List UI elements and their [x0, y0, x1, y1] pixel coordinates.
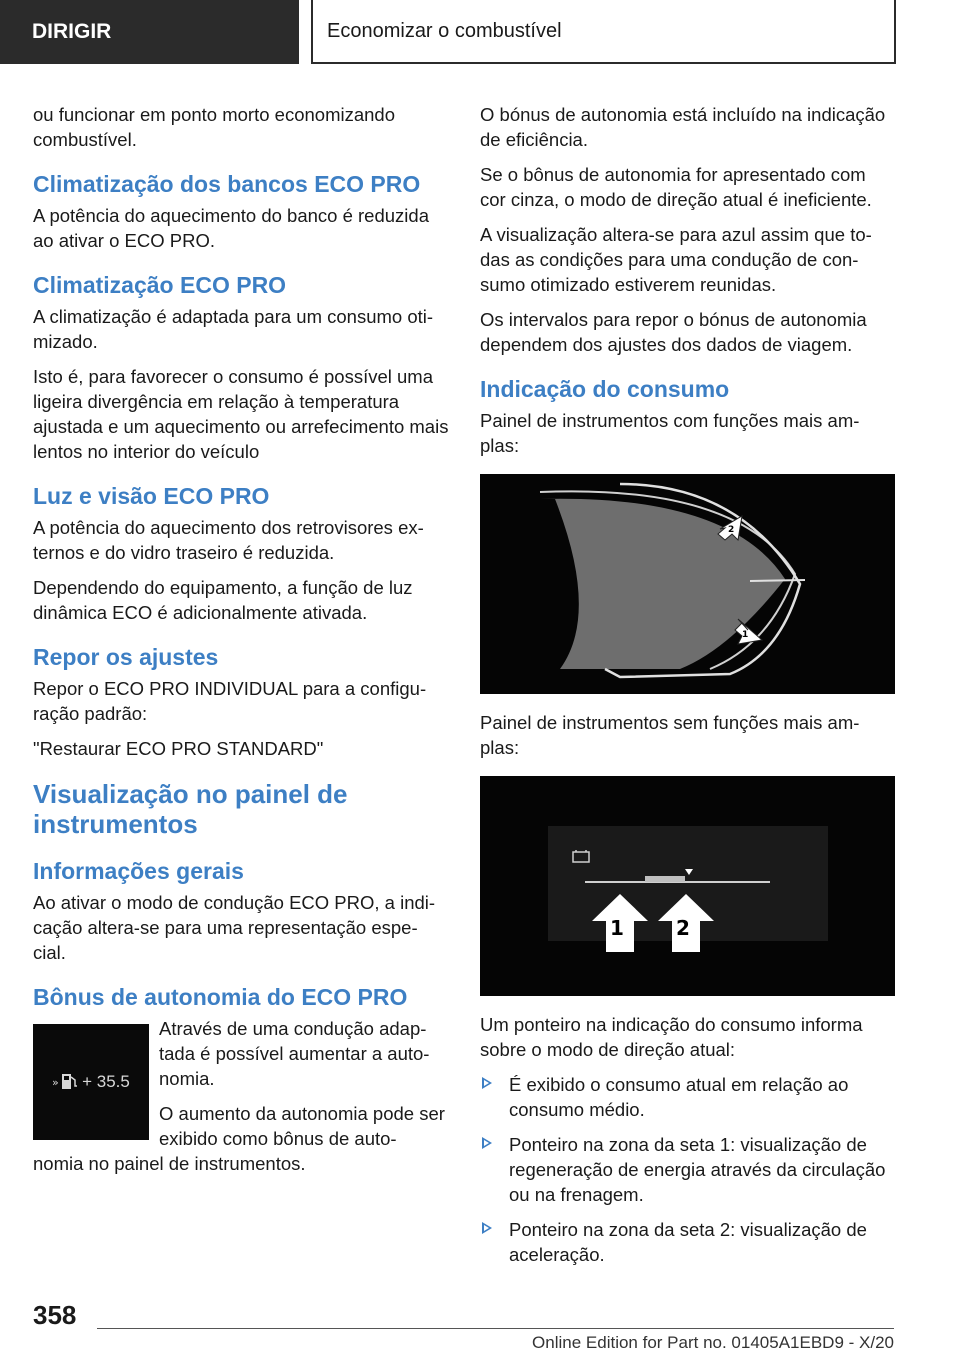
bullet-item: [480, 1217, 896, 1267]
paragraph-bonus-2: O aumento da autonomia pode ser exibido como bônus de auto- nomia no painel de instrumentos.: [33, 1103, 445, 1174]
bullet-triangle-icon: [482, 1222, 492, 1234]
paragraph-r2: Se o bônus de autonomia for apresentado com cor cinza, o modo de direção atual é ineficiente.: [480, 164, 872, 210]
range-bonus-display-image: [33, 1024, 149, 1140]
paragraph-r1: O bónus de autonomia está incluído na indicação de eficiência.: [480, 104, 886, 150]
paragraph-r3: A visualização altera-se para azul assim que to- das as condições para uma condução de con- sumo otimizado estiverem reunidas.: [480, 224, 872, 295]
header-section-label: DIRIGIR: [32, 20, 112, 43]
header-chapter-tab: [311, 0, 896, 64]
svg-text:»: »: [52, 1076, 59, 1089]
arrow-1-label: 1: [742, 630, 749, 640]
header-chapter-label: Economizar o combustível: [327, 19, 562, 42]
left-column: [33, 102, 449, 1186]
bullet-text: Ponteiro na zona da seta 2: visualização de aceleração.: [509, 1219, 867, 1265]
arrow-up-1-label: 1: [610, 916, 624, 940]
heading-display: Visualização no painel de instrumentos: [33, 779, 348, 839]
heading-climate: Climatização ECO PRO: [33, 272, 287, 298]
paragraph-general: Ao ativar o modo de condução ECO PRO, a indi- cação altera-se para uma representação espe- cial.: [33, 892, 436, 963]
right-column: [480, 102, 896, 1277]
paragraph-climate-1: A climatização é adaptada para um consumo oti- mizado.: [33, 306, 434, 352]
arrow-2-label: 2: [728, 525, 735, 535]
basic-cluster-illustration: [480, 776, 895, 996]
paragraph-fig2-caption: Painel de instrumentos sem funções mais am- plas:: [480, 712, 860, 758]
paragraph-light-1: A potência do aquecimento dos retrovisores ex- ternos e do vidro traseiro é reduzida.: [33, 517, 424, 563]
bullet-triangle-icon: [482, 1137, 492, 1149]
bullet-item: [480, 1132, 896, 1207]
range-bonus-value: + 35.5: [82, 1072, 130, 1091]
page-number: 358: [33, 1300, 77, 1330]
bonus-block: [33, 1016, 449, 1176]
heading-light: Luz e visão ECO PRO: [33, 483, 270, 509]
paragraph-light-2: Dependendo do equipamento, a função de luz dinâmica ECO é adicionalmente ativada.: [33, 577, 413, 623]
paragraph-climate-2: Isto é, para favorecer o consumo é possível uma ligeira divergência em relação à temperatura ajustada e um aquecimento ou arrefecimento mais lentos no interior do veículo: [33, 366, 449, 462]
heading-consumption: Indicação do consumo: [480, 376, 730, 402]
figure-extended-cluster: [480, 474, 895, 694]
fuel-pump-icon: [52, 1071, 82, 1093]
bullet-text: Ponteiro na zona da seta 1: visualização de regeneração de energia através da circulação ou na frenagem.: [509, 1134, 886, 1205]
paragraph-reset-1: Repor o ECO PRO INDIVIDUAL para a configu- ração padrão:: [33, 678, 427, 724]
heading-bonus: Bônus de autonomia do ECO PRO: [33, 984, 408, 1010]
intro-paragraph: ou funcionar em ponto morto economizando combustível.: [33, 104, 395, 150]
paragraph-bonus-1: Através de uma condução adap- tada é possível aumentar a auto- nomia.: [159, 1018, 430, 1089]
paragraph-pointer: Um ponteiro na indicação do consumo informa sobre o modo de direção atual:: [480, 1014, 863, 1060]
bullet-triangle-icon: [482, 1077, 492, 1089]
paragraph-reset-2: "Restaurar ECO PRO STANDARD": [33, 738, 324, 759]
paragraph-r4: Os intervalos para repor o bónus de autonomia dependem dos ajustes dos dados de viagem.: [480, 309, 867, 355]
paragraph-seats: A potência do aquecimento do banco é reduzida ao ativar o ECO PRO.: [33, 205, 429, 251]
arrow-up-2-label: 2: [676, 916, 690, 940]
extended-cluster-illustration: [480, 474, 895, 694]
footer-edition: Online Edition for Part no. 01405A1EBD9 - X/20: [532, 1333, 894, 1352]
footer-divider: [97, 1328, 894, 1329]
heading-reset: Repor os ajustes: [33, 644, 219, 670]
header-section-tab: [0, 0, 299, 64]
bullet-text: É exibido o consumo atual em relação ao consumo médio.: [509, 1074, 849, 1120]
heading-general: Informações gerais: [33, 858, 244, 884]
bullet-item: [480, 1072, 896, 1122]
figure-basic-cluster: [480, 776, 895, 996]
heading-seats: Climatização dos bancos ECO PRO: [33, 171, 421, 197]
paragraph-fig1-caption: Painel de instrumentos com funções mais am- plas:: [480, 410, 860, 456]
